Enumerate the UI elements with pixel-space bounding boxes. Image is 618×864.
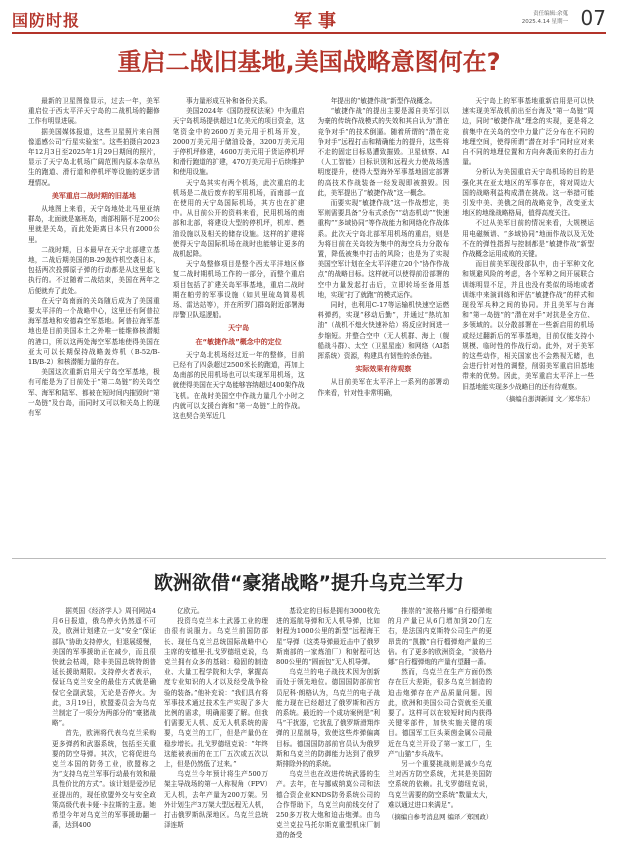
paragraph: 而目前美军现役部队中，由于军种文化和规避风险的考虑，各个军种之间开展联合训练明显不足，并且也没有类似的场地或者训练中来演训练和评估“敏捷作战”的样式和现役军兵种之间的协同。并且美军与台海和“第一岛链”的“潜在对手”对抗是全方位、多领域的。以分散部署在一些新启用的机场或经过翻新后的军事基地，目前仅能支持小规模、临时性的作战行动。此外，对于美军的这些动作，相关国家也不会熟视无睹，也会进行针对性的调整，削弱美军重启旧基地带来的优势。因此，美军重启太平洋上一些旧基地能实现多少战略目的还有待观察。 — [462, 260, 594, 391]
section-title: 军事 — [294, 11, 342, 32]
paragraph: 年提出的“敏捷作战”新型作战概念。 — [330, 97, 437, 105]
paragraph: 据美国媒体报道，这些卫星照片来自图像遥感公司“行星实验室”。这些拍摄自2023年12月3日至2025年1月29日期间的照片，显示了天宁岛北机场广阔范围内原本杂草丛生的跑道、滑行道和停机坪等设施的逐步清理情况。 — [28, 127, 160, 187]
headline-2: 欧洲欲借“豪猪战略”提升乌克兰军力 — [154, 572, 464, 594]
paragraph: 乌克兰的电子战技术因为创新而处于领先地位。德国国防部前官员尼科·朗格认为，乌克兰的电子战能力现在已经超过了俄罗斯和西方的系统。最近的一个成功案例是“利马”干扰器，它扰乱了俄罗斯滑翔炸弹的卫星制导，致使这些炸弹偏离目标。德国国防部前官员认为俄罗斯和乌克兰的防御能力达到了俄罗斯排除外的的系统。 — [276, 668, 380, 769]
paragraph: 乌克兰也在改进传统武器的生产。去年，在与挪威纳莫公司和法德合资企业KNDS防务系统公司的合作帮助下，乌克兰向前线交付了250多万枚大炮和迫击炮弹。由乌克兰克拉马托尔斯克重型机床厂制造的备受 — [276, 770, 380, 840]
subheading: 实际效果有待观察 — [355, 365, 412, 374]
article-2-body — [52, 606, 606, 858]
page-number: 07 — [580, 6, 606, 30]
article-1-body — [28, 96, 594, 504]
source-credit: （摘编自澎湃新闻 文／郑华东） — [502, 394, 594, 403]
text-column — [276, 606, 380, 858]
paragraph: 美国这次重新启用天宁岛空军基地，极有可能是为了目前处于“第二岛链”的关岛空军、海军和陆军、都被在短时间内摧毁时“第一岛链”及台岛，而同时又可以和关岛上的现有军 — [28, 368, 160, 418]
article-divider — [12, 558, 606, 559]
subheading: 美军重启二战时期的旧基地 — [51, 191, 136, 200]
paragraph: 分析认为美国重启天宁岛机场的目的是强化其在亚太地区的军事存在，将对周边大国的战略利益构成潜在挑战。这一举措可能引发中美、美俄之间的战略竞争，改变亚太地区的地缘战略格局，值得高度关注。 — [462, 168, 594, 218]
paragraph: 天宁岛其实有两个机场，此次重启的北机场是二战后废弃的军用机场，而南部一直在使用的天宁岛国际机场，其方也在扩建中。从目前公开的资料来看，民用机场的南部和北部，将建设大型的停机坪，机库、燃油设施以及相关的储存设施。这样的扩建将使得天宁岛国际机场在战时也能够让更多的战机起降。 — [172, 178, 305, 259]
subheading: 天宁岛 — [228, 324, 250, 333]
paragraph: 在天宁岛南面的关岛随后成为了美国重要太平洋的一个战略中心，这里还有阿普拉海军基地和安德森空军基地。阿普拉海军基地也是目前美国本土之外唯一能维修核潜艇的港口，所以这两处海空军基地使得美国在亚太可以长期保持战略轰炸机（B-52/B-1B/B-2）和核潜艇力量的存在。 — [28, 296, 160, 367]
paragraph: 从目前美军在太平洋上一系列的部署动作来看，针对性非常明确， — [317, 378, 450, 397]
paragraph: 不过从美军目前的情况来看，大规模运用电磁频谱、“多域协同”地面作战以及无处不在的弹性指挥与控制都是“敏捷作战”新型作战概念运用成败的关键。 — [462, 219, 594, 259]
paragraph: 事力量形成互补和备份关系。 — [185, 97, 272, 105]
text-column — [28, 96, 160, 504]
paragraph: 二战时期，日本最早在天宁北部建立基地，二战后期美国的B-29轰炸机空袭日本，包括两次投掷原子弹的行动都是从这里起飞执行的。不过随着二战结束，美国在两年之后便就弃了此处。 — [28, 245, 160, 295]
subheading: 在“敏捷作战”概念中的定位 — [195, 337, 282, 346]
paragraph: 首先，欧洲将代表乌克兰采购更多弹药和武器系统，包括至关重要的防空导弹。其次，它将促进乌克兰本国的防务工业，欧盟称之为“支持乌克兰军事行动最有效和最具性价比的方式”。该计划是爱沙尼亚提出的，现任欧盟外交与安全政策高级代表卡娅·卡拉斯的主意。她希望今年对乌克兰的军事援助翻一番，达到400 — [52, 729, 156, 830]
paragraph: 天宁岛上的军事基地重新启用是可以快速实现美军战机前出至台海及“第一岛链”周边，同时“敏捷作战”理念的实现，更是将之前集中在关岛的空中力量广泛分布在不同的地理空间，使得所谓“潜在对手”同时应对来自不同的地理位置和方向奔袭而来的打击力量。 — [462, 97, 594, 167]
paragraph: 而要实现“敏捷作战”这一作战想定，美军则需要具备“分布式杀伤”“动态机动”“快速重构”“多域协同”等作战能力和网络化作战体系。此次天宁岛北部军用机场的重启，则是为将目前在关岛较为集中的海空兵力分散布置，降低被集中打击的风险；也是为了实现美国空军计划在全太平洋建立20个“协作作战点”的战略目标。这样就可以使得前沿部署的空中力量发起打击后，立即转场至备用基地，实现“打了就跑”的模式运作。 — [317, 199, 450, 299]
text-column — [318, 96, 450, 504]
paragraph: 天宁岛整修项目是整个西太平洋地区修复二战时期机场工作的一部分，而整个重启项目包括了扩建关岛军事基地，重启二战时期在帕劳的军事设施（如贝里琉岛简易机场、雷达站等），并在所罗门群岛附近部署海岸警卫队巡逻船。 — [172, 260, 305, 320]
source-credit: （摘编自参考消息网 编译／郑国政） — [388, 813, 492, 822]
date-line: 2025.4.14 星期一 — [521, 19, 568, 25]
paragraph: 美国2024年《国防授权法案》中为重启天宁岛机场提供超过1亿美元的项目资金，这笔资金中的2600万美元用于机场开发，2000万美元用于储油设备，3200万美元用于停机坪修建，4600万美元用于货运停机坪和滑行跑道的扩建，470万美元用于后续维护和使用设施。 — [172, 107, 305, 177]
paragraph: “敏捷作战”的提出主要是源自美军引以为豪的传统作战模式的失效和其自认为“潜在竞争对手”的技术倒逼。随着所谓的“潜在竞争对手”远程打击和精确能力的提升，这些将不走的固定目标易遭致摧毁。卫星侦察、AI（人工智能）目标识别和远程火力使战场透明度提升，使得大型海外军事基地固定部署的高技术作战装备一经发现即被推毁。因此，美军提出了“敏捷作战”这一概念。 — [317, 107, 450, 197]
paragraph: 据英国《经济学人》周刊网站4月6日报道，俄乌停火仍然遥不可及，欧洲计划建立一支“安全”保证部队“协助支持停火，但退展缓慢，美国的军事援助正在减少，而且很快就会枯竭，除非美国总统特朗普延长援助期限。支持停火者表示，保证乌克兰安全的最佳方式就是确保它全副武装，无论是否停火。为此，3月19日，欧盟委员会为乌克兰制定了一项分为两部分的“豪猪战略”。 — [52, 607, 156, 728]
paragraph: 投资乌克兰本土武器工业的理由很有说服力。乌克兰前国防部长、现任乌克兰总统国际战略中心主席的安德里·扎戈罗德纽克说，乌克兰拥有众多的基础：稳固的制造业、大量工程学院和大学，掌握高度专业知识的人才以及经受战争检验的装备。”他补充说：“我们具有将军事技术通过技术生产实现了多大比例的需求，明确需要了解。但我们需要无人机、反无人机系统的需要，乌克兰的工厂，但是产量仍在稳步增长。扎戈罗德纽克说：“年终这能被表面的在工厂五次或五次以上，但是仍然低了过来。” — [164, 617, 268, 769]
paragraph: 另一个重要挑战则是减少乌克兰对西方防空系统，尤其是美国防空系统的依赖。扎戈罗德纽克说，乌克兰需要的防空系统”数量太大，难以通过进口来满足”。 — [388, 760, 492, 809]
headline-1: 重启二战旧基地,美国战略意图何在? — [117, 48, 501, 76]
text-column — [173, 96, 305, 504]
paragraph: 然而，乌克兰在生产方面仍然存在巨大差距，很多乌克兰制造的迫击炮弹存在产品质量问题。因此，欧洲和美国公司合资就至关重要了。这样可以在较短时间内获得关键零部件，加快实施关键的项目。德国军工巨头莱茵金属公司最近在乌克兰开设了第一家工厂，生产“山猫”步兵战车。 — [388, 668, 492, 758]
masthead — [12, 6, 606, 34]
text-column — [462, 96, 594, 504]
paragraph: 从地图上来看，天宁岛地处北马里亚纳群岛，北面就是塞班岛，南部相隔不足200公里就是关岛，而此处距离日本只有2000公里。 — [28, 205, 160, 244]
text-column — [52, 606, 156, 858]
text-column — [388, 606, 492, 858]
editor-line: 责任编辑:余蒐 — [533, 11, 568, 17]
paragraph: 乌克兰今年预计将生产500万架主导战场的第一人称视角（FPV）无人机，去年产量为200万架。另外计划生产3万架大型远程无人机，打击俄罗斯纵深地区。乌克兰总统泽连斯 — [164, 770, 268, 830]
text-column — [164, 606, 268, 858]
paragraph: 基设定的目标是拥有3000枚先进的巡航导弹和无人机导弹，比如射程为1000公里的新型“远程海王星”导弹（这类导弹最近击中了俄罗斯南部的一家炼油厂）和射程可达800公里的“圆面包”无人机导弹。 — [276, 607, 380, 667]
paragraph: 天宁岛北机场经过近一年的整修，目前已经有了四条超过2500米长的跑道，再加上岛南部的民用机场也可以实现军用机场，这就使得美国在天宁岛能够容纳超过400架作战飞机。在战时美国空中作战力量几个小时之内就可以支援台海和“第一岛链”上的作战。这也契合美军近几 — [172, 350, 305, 421]
paragraph: 亿欧元。 — [177, 607, 204, 615]
paragraph: 同时，也利用C-17等运输机快速空运燃料弹药，实现“移动后勤”，并通过“热坑加油”（战机不熄火快速补给）将反应时间进一步缩短。并整合空中（无人机群、海上（舰船战斗群）、太空（卫星星座）和网络（AI指挥系统）资源，构建具有韧性的杀伤链。 — [317, 301, 450, 361]
newspaper-logo: 国防时报 — [12, 11, 81, 30]
paragraph: 推崇的“波格丹娜”自行榴弹炮的月产量已从6门增加到20门左右，是法国内克斯特公司生产的更昂贵的“凯撒”自行榴弹炮产量的三倍。有了更多的欧洲资金，“波格丹娜”自行榴弹炮的产量有望翻一番。 — [388, 607, 492, 667]
issue-meta — [522, 10, 568, 26]
paragraph: 最新的卫星图像显示，过去一年，美军重启位于西太平洋天宁岛的二战机场的翻修工作有明显进展。 — [28, 97, 160, 126]
